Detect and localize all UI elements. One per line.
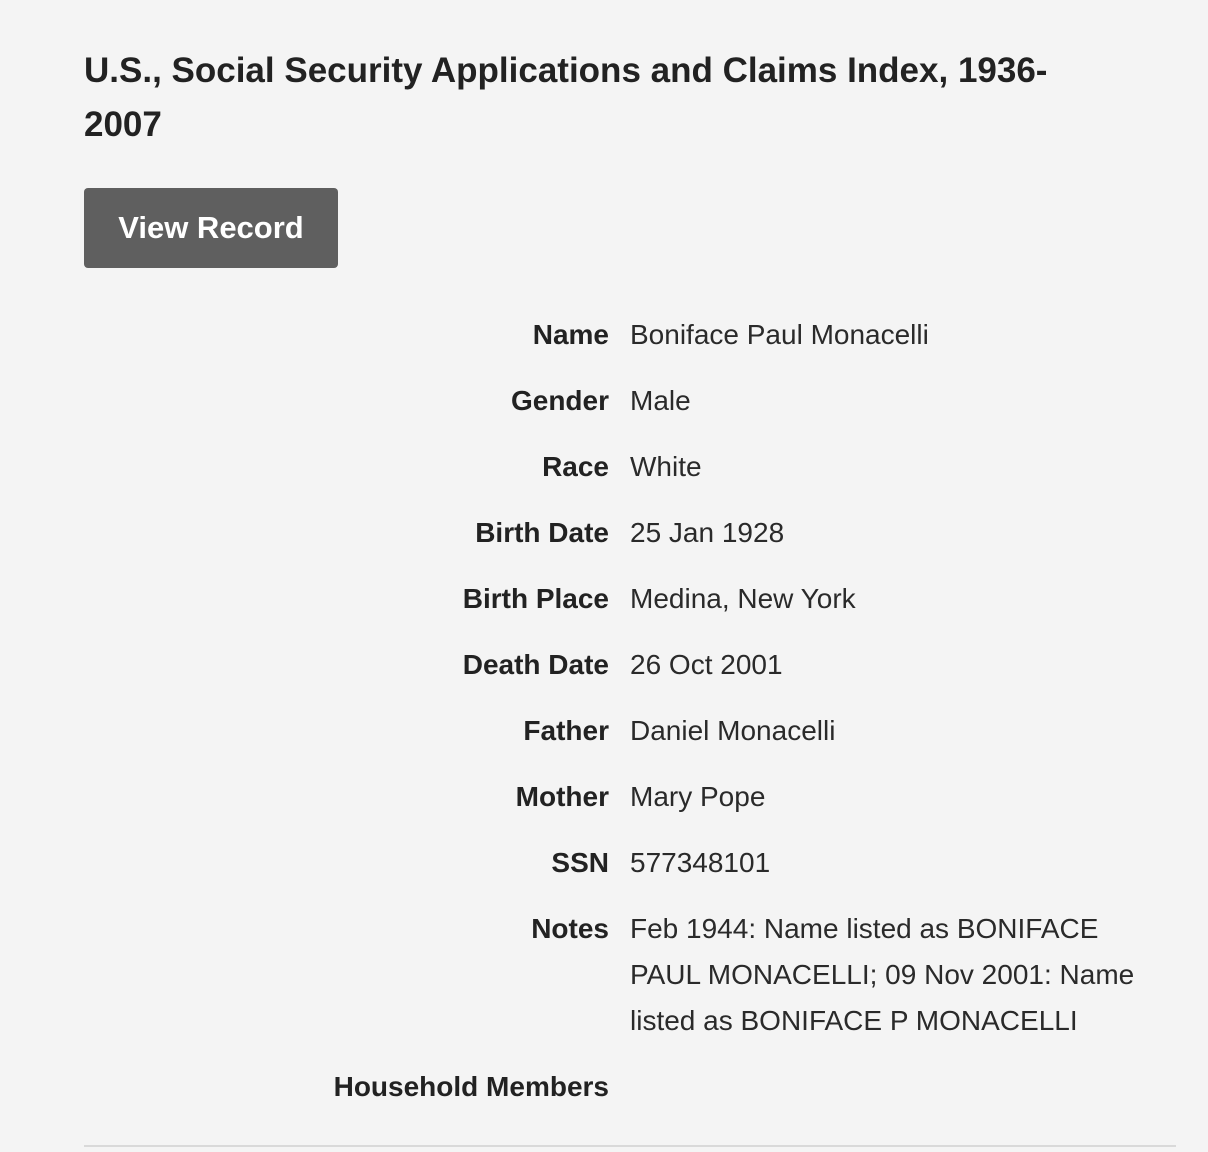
field-value: Feb 1944: Name listed as BONIFACE PAUL MONACELLI; 09 Nov 2001: Name listed as BONIFACE P MONACELLI — [630, 913, 1135, 1036]
record-row-household-members — [84, 1064, 1176, 1110]
field-label: Birth Place — [462, 583, 609, 614]
field-value: White — [630, 451, 702, 482]
record-row-birth-place — [84, 576, 1176, 622]
field-value: 577348101 — [630, 847, 771, 878]
record-page — [84, 44, 1176, 1102]
record-row-father — [84, 708, 1176, 754]
field-value: 26 Oct 2001 — [630, 649, 783, 680]
field-label: Father — [523, 715, 609, 746]
field-value: Mary Pope — [630, 781, 766, 812]
record-row-birth-date — [84, 510, 1176, 556]
field-label: Death Date — [462, 649, 609, 680]
field-label: Gender — [510, 385, 609, 416]
record-row-name — [84, 312, 1176, 358]
page-title: U.S., Social Security Applications and Claims Index, 1936-2007 — [84, 51, 1048, 144]
field-value: Male — [630, 385, 691, 416]
record-row-race — [84, 444, 1176, 490]
field-label: Notes — [531, 913, 609, 944]
record-row-notes — [84, 906, 1176, 1044]
field-label: Name — [532, 319, 609, 350]
field-label: Mother — [515, 781, 609, 812]
section-divider — [84, 1145, 1176, 1147]
field-label: Race — [542, 451, 609, 482]
field-label: Household Members — [333, 1071, 609, 1102]
record-row-ssn — [84, 840, 1176, 886]
field-value: 25 Jan 1928 — [630, 517, 785, 548]
record-row-gender — [84, 378, 1176, 424]
field-value: Medina, New York — [630, 583, 856, 614]
field-label: SSN — [551, 847, 609, 878]
field-value: Daniel Monacelli — [630, 715, 836, 746]
record-row-death-date — [84, 642, 1176, 688]
record-row-mother — [84, 774, 1176, 820]
record-details — [84, 312, 1176, 1130]
field-label: Birth Date — [475, 517, 609, 548]
view-record-button[interactable]: View Record — [84, 188, 338, 268]
field-value: Boniface Paul Monacelli — [630, 319, 929, 350]
